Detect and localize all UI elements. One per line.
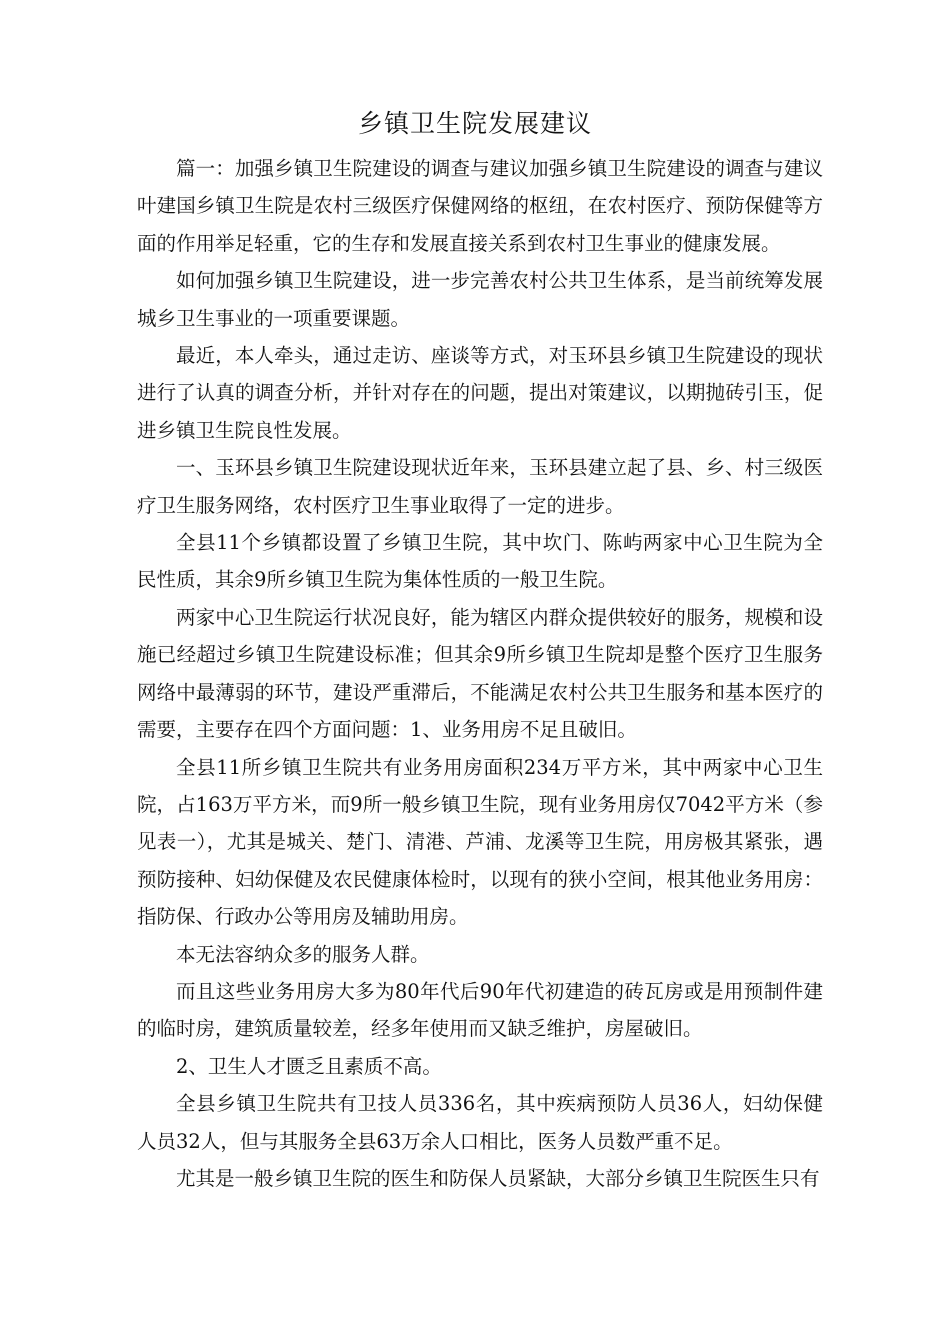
paragraph-9: 而且这些业务用房大多为80年代后90年代初建造的砖瓦房或是用预制件建的临时房，建筑质量较差，经多年使用而又缺乏维护，房屋破旧。 [137, 979, 823, 1041]
paragraph-1: 篇一：加强乡镇卫生院建设的调查与建议加强乡镇卫生院建设的调查与建议叶建国乡镇卫生院是农村三级医疗保健网络的枢纽，在农村医疗、预防保健等方面的作用举足轻重，它的生存和发展直接关系到农村卫生事业的健康发展。 [137, 157, 823, 255]
paragraph-7: 全县11所乡镇卫生院共有业务用房面积234万平方米，其中两家中心卫生院，占163万平方米，而9所一般乡镇卫生院，现有业务用房仅7042平方米（参见表一），尤其是城关、楚门、清港、芦浦、龙溪等卫生院，用房极其紧张，遇预防接种、妇幼保健及农民健康体检时，以现有的狭小空间，根其他业务用房：指防保、行政办公等用房及辅助用房。 [137, 755, 823, 929]
paragraph-12: 尤其是一般乡镇卫生院的医生和防保人员紧缺，大部分乡镇卫生院医生只有 [176, 1166, 820, 1190]
document-body [137, 150, 823, 1197]
paragraph-10: 2、卫生人才匮乏且素质不高。 [176, 1054, 442, 1078]
paragraph-3: 最近，本人牵头，通过走访、座谈等方式，对玉环县乡镇卫生院建设的现状进行了认真的调查分析，并针对存在的问题，提出对策建议，以期抛砖引玉，促进乡镇卫生院良性发展。 [137, 344, 823, 442]
paragraph-4: 一、玉环县乡镇卫生院建设现状近年来，玉环县建立起了县、乡、村三级医疗卫生服务网络，农村医疗卫生事业取得了一定的进步。 [137, 456, 823, 517]
paragraph-2: 如何加强乡镇卫生院建设，进一步完善农村公共卫生体系，是当前统筹发展城乡卫生事业的一项重要课题。 [137, 269, 823, 330]
paragraph-11: 全县乡镇卫生院共有卫技人员336名，其中疾病预防人员36人，妇幼保健人员32人，但与其服务全县63万余人口相比，医务人员数严重不足。 [137, 1092, 823, 1153]
document-title: 乡镇卫生院发展建议 [357, 109, 592, 138]
paragraph-8: 本无法容纳众多的服务人群。 [176, 942, 430, 966]
paragraph-5: 全县11个乡镇都设置了乡镇卫生院，其中坎门、陈屿两家中心卫生院为全民性质，其余9所乡镇卫生院为集体性质的一般卫生院。 [137, 531, 823, 592]
paragraph-6: 两家中心卫生院运行状况良好，能为辖区内群众提供较好的服务，规模和设施已经超过乡镇卫生院建设标准；但其余9所乡镇卫生院却是整个医疗卫生服务网络中最薄弱的环节，建设严重滞后，不能满足农村公共卫生服务和基本医疗的需要，主要存在四个方面问题：1、业务用房不足且破旧。 [137, 605, 823, 742]
